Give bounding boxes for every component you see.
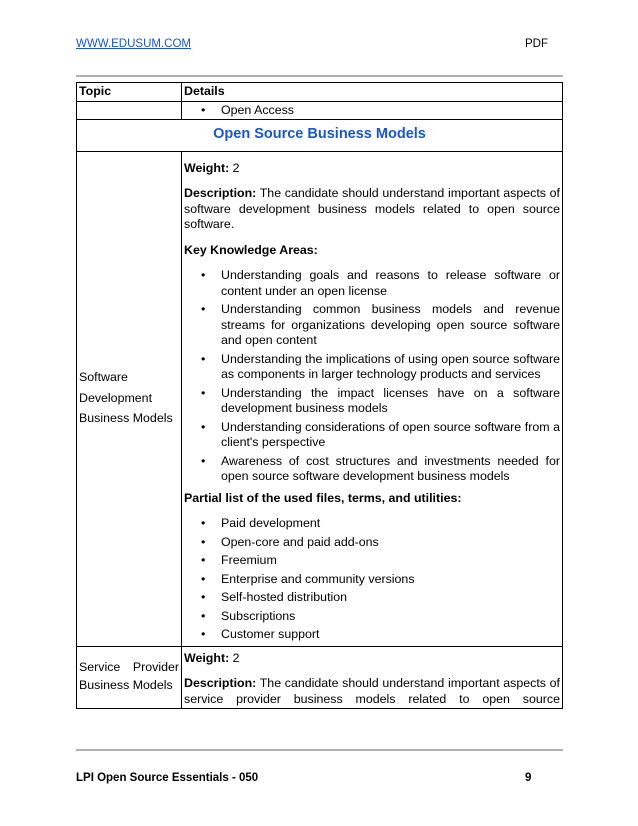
list-item: • Understanding considerations of open source software from a client's perspective [184, 420, 560, 451]
details-cell [182, 646, 563, 709]
topic-label-line: Business Models [79, 411, 173, 426]
description-label: Description: [184, 676, 257, 690]
details-cell [182, 151, 563, 646]
weight-label: Weight: [184, 160, 230, 175]
knowledge-areas-list [184, 268, 560, 485]
carryover-topic-cell [77, 101, 182, 120]
topic-row-service [77, 646, 563, 709]
topic-label-line: Service Provider [79, 659, 179, 674]
list-item: • Understanding goals and reasons to release software or content under an open license [184, 268, 560, 299]
topic-label-line: Software [79, 370, 128, 385]
topic-column-header: Topic [77, 83, 182, 102]
description-text: The candidate should understand important aspects of software development business models related to open source software. [184, 186, 560, 231]
weight-line [184, 651, 560, 667]
description-text: The candidate should understand important aspects of service provider business models related to open source [184, 676, 560, 706]
weight-value: 2 [232, 160, 240, 175]
files-heading: Partial list of the used files, terms, and utilities: [184, 490, 462, 505]
section-title: Open Source Business Models [77, 120, 563, 152]
list-item: • Enterprise and community versions [184, 572, 560, 588]
list-item: • Paid development [184, 516, 560, 532]
footer-divider [76, 749, 563, 751]
weight-value: 2 [232, 650, 240, 665]
topic-cell [77, 646, 182, 709]
list-item: • Customer support [184, 627, 560, 643]
weight-line [184, 161, 560, 177]
weight-label: Weight: [184, 650, 230, 665]
description [184, 186, 560, 233]
carryover-details-cell [182, 101, 563, 120]
header-divider [76, 75, 563, 77]
topic-row-software [77, 151, 563, 646]
description [184, 676, 560, 707]
topic-cell [77, 151, 182, 646]
list-item: • Freemium [184, 553, 560, 569]
files-list [184, 516, 560, 643]
carryover-row [77, 101, 563, 120]
list-item: • Subscriptions [184, 609, 560, 625]
topic-label-line: Business Models [79, 678, 173, 692]
page-number: 9 [525, 772, 532, 784]
list-item: • Self-hosted distribution [184, 590, 560, 606]
knowledge-areas-heading: Key Knowledge Areas: [184, 242, 318, 257]
table-header-row [77, 83, 563, 102]
footer-title: LPI Open Source Essentials - 050 [76, 772, 259, 784]
details-column-header: Details [182, 83, 563, 102]
list-item: • Awareness of cost structures and investments needed for open source software development business models [184, 454, 560, 485]
topic-label-line: Development [79, 390, 153, 405]
description-label: Description: [184, 186, 257, 200]
list-item: • Understanding common business models and revenue streams for organizations developing open source software and open content [184, 302, 560, 349]
list-item: • Open Access [184, 103, 560, 119]
list-item: • Understanding the implications of using open source software as components in larger technology products and services [184, 352, 560, 383]
list-item: • Open-core and paid add-ons [184, 535, 560, 551]
syllabus-table [76, 82, 563, 709]
section-row [77, 120, 563, 152]
list-item: • Understanding the impact licenses have on a software development business models [184, 386, 560, 417]
doc-type-label: PDF [525, 38, 548, 50]
site-link[interactable]: WWW.EDUSUM.COM [76, 38, 191, 50]
